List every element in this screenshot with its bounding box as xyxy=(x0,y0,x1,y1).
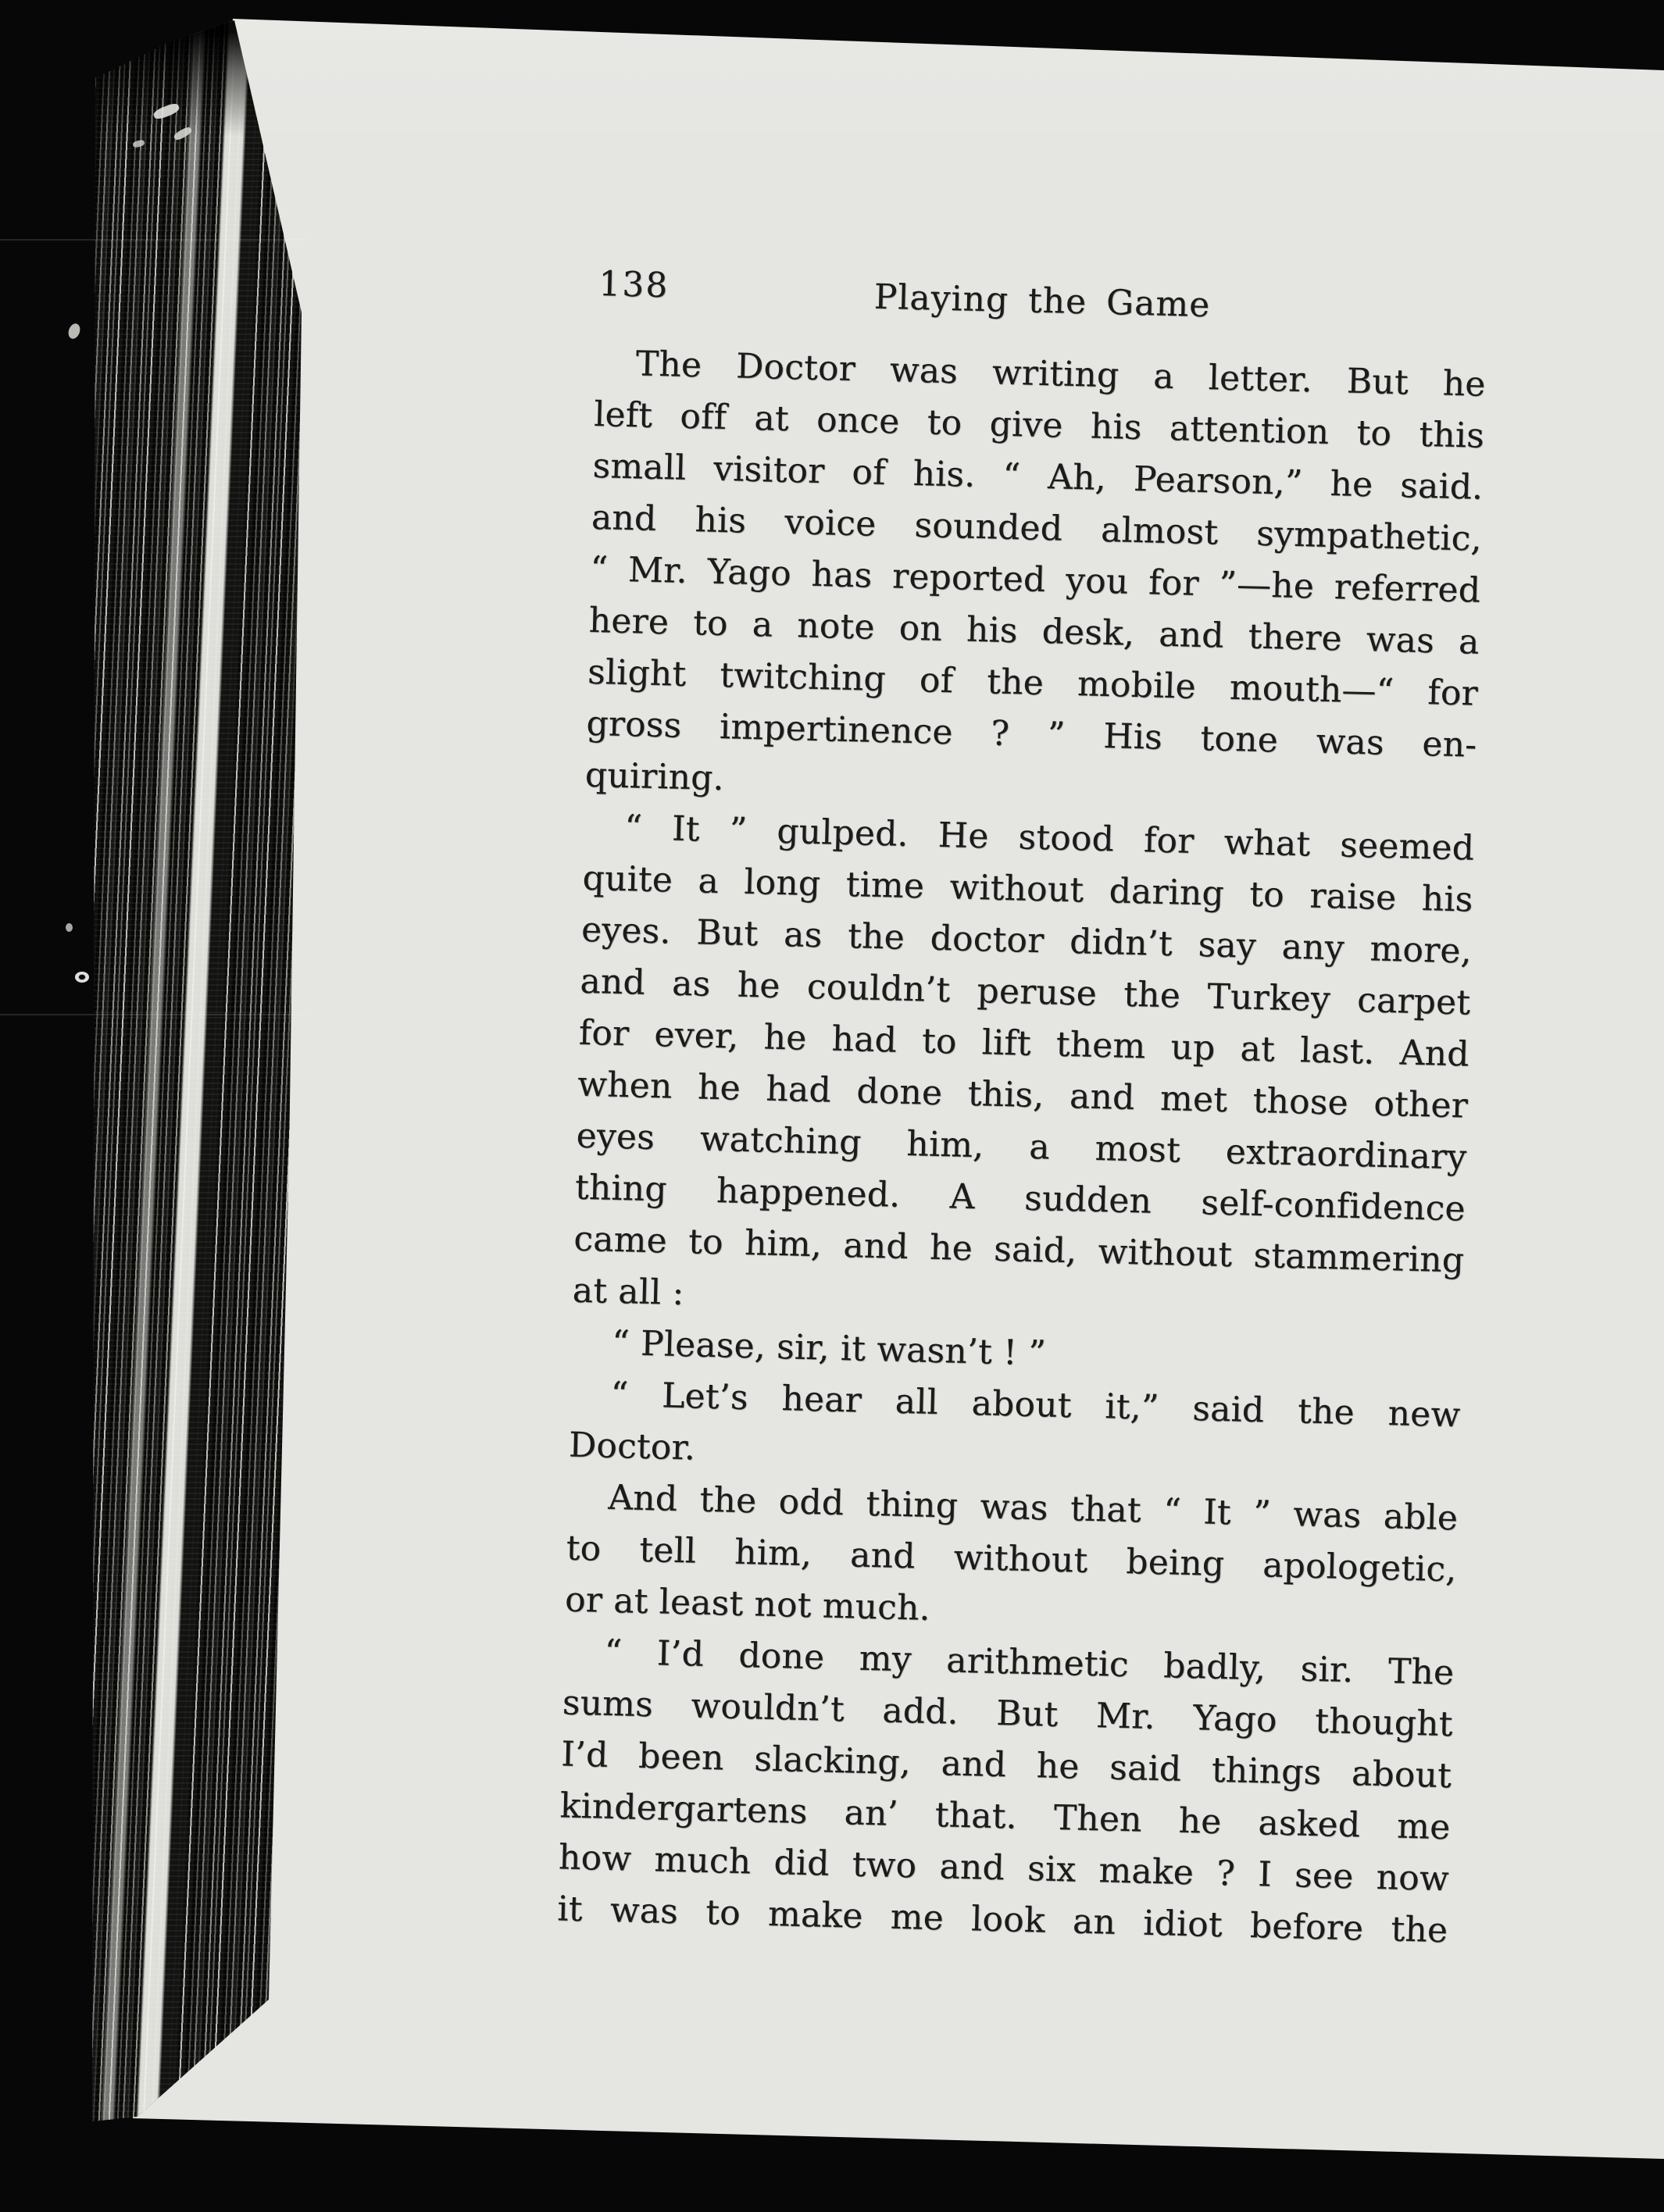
text-line: small visitor of his. “ Ah, Pearson,” he said. xyxy=(592,445,1484,508)
text-line: came to him, and he said, without stammering xyxy=(573,1218,1465,1281)
text-line: slight twitching of the mobile mouth—“ for xyxy=(587,651,1479,714)
text-line: left off at once to give his attention to this xyxy=(593,394,1485,456)
text-line: “ I’d done my arithmetic badly, sir. The xyxy=(603,1632,1455,1693)
book-page-edges xyxy=(0,0,312,2212)
text-line: here to a note on his desk, and there was a xyxy=(588,600,1480,662)
text-line: “ Mr. Yago has reported you for ”—he referred xyxy=(589,548,1481,611)
text-line: it was to make me look an idiot before the xyxy=(556,1889,1448,1951)
text-line: And the odd thing was that “ It ” was able xyxy=(607,1477,1459,1539)
text-line: The Doctor was writing a letter. But he xyxy=(635,344,1487,405)
running-title: Playing the Game xyxy=(873,276,1211,326)
paragraph xyxy=(564,1472,1458,1648)
text-line: Doctor. xyxy=(568,1425,696,1468)
text-line: and as he couldn’t peruse the Turkey carpet xyxy=(579,961,1471,1023)
text-line: “ Let’s hear all about it,” said the new xyxy=(610,1374,1461,1436)
page-number: 138 xyxy=(598,264,670,306)
text-line: to tell him, and without being apologetic, xyxy=(566,1528,1458,1590)
paragraph xyxy=(557,1625,1455,1957)
text-line: or at least not much. xyxy=(564,1579,931,1629)
text-line: “ It ” gulped. He stood for what seemed xyxy=(623,808,1475,869)
text-line: “ Please, sir, it wasn’t ! ” xyxy=(611,1322,1047,1374)
text-line: and his voice sounded almost sympathetic, xyxy=(591,497,1483,559)
text-line: quiring. xyxy=(584,755,725,799)
text-line: for ever, he had to lift them up at last. And xyxy=(578,1012,1470,1075)
scan-speck xyxy=(66,322,82,341)
paragraph xyxy=(584,337,1486,823)
text-line: I’d been slacking, and he said things about xyxy=(560,1734,1452,1796)
printed-page-content xyxy=(557,264,1488,1957)
text-line: when he had done this, and met those other xyxy=(577,1064,1469,1126)
text-line: gross impertinence ? ” His tone was en- xyxy=(585,703,1477,765)
text-line: how much did two and six make ? I see now xyxy=(558,1837,1450,1900)
text-line: thing happened. A sudden self-confidence xyxy=(574,1167,1466,1229)
text-line: eyes watching him, a most extraordinary xyxy=(576,1115,1468,1178)
scan-speck xyxy=(66,923,73,932)
paragraph xyxy=(572,801,1475,1339)
text-line: sums wouldn’t add. But Mr. Yago thought xyxy=(562,1682,1454,1745)
scan-hairline xyxy=(0,239,306,241)
text-line: kindergartens an’ that. Then he asked me xyxy=(559,1786,1452,1848)
text-line: at all : xyxy=(572,1270,685,1314)
scan-hairline xyxy=(0,1014,306,1015)
text-line: quite a long time without daring to raise his xyxy=(582,858,1474,920)
text-line: eyes. But as the doctor didn’t say any more, xyxy=(580,909,1473,972)
scan-speck xyxy=(75,972,89,983)
page-text xyxy=(557,337,1487,1957)
